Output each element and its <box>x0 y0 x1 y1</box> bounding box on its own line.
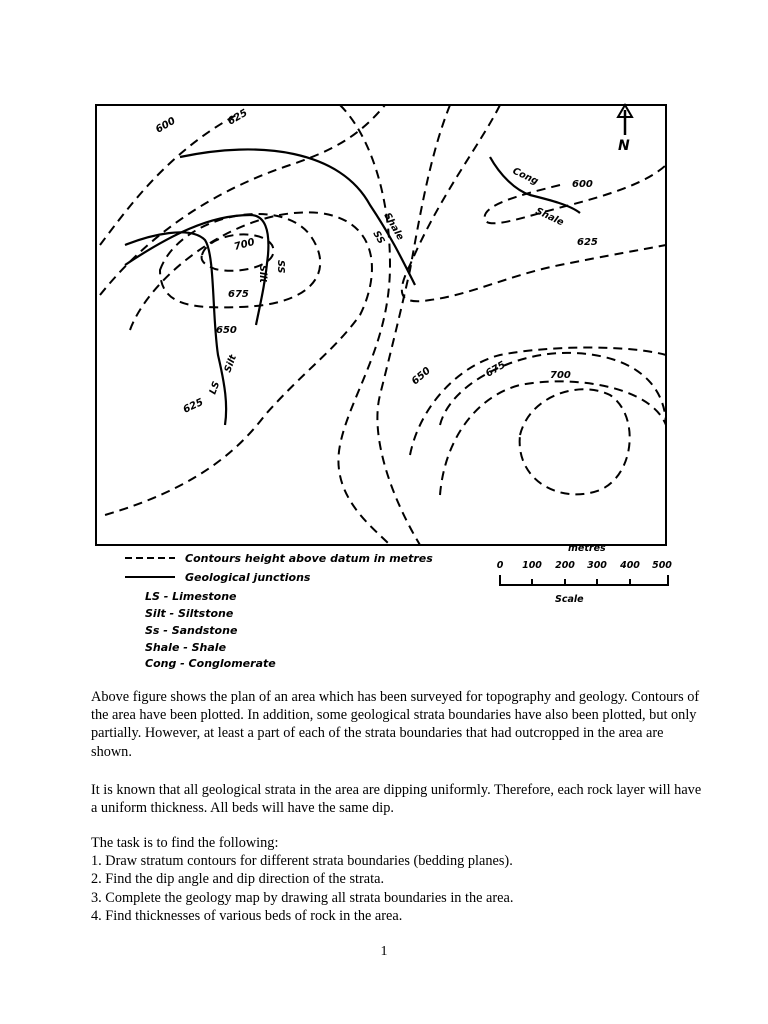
contour-label-650-se: 650 <box>409 365 433 388</box>
strata-label-ss-central: SS <box>370 229 387 247</box>
legend <box>125 552 433 670</box>
legend-item-shale: Shale - Shale <box>145 641 227 654</box>
contour-625-central <box>338 105 390 545</box>
scale-label: Scale <box>555 594 584 605</box>
contour-label-675-nw: 675 <box>228 289 249 300</box>
contour-650-se <box>410 348 666 456</box>
contour-ne-625 <box>402 105 666 301</box>
contour-650-central <box>377 105 450 545</box>
contour-675-se <box>440 353 666 425</box>
contour-label-600-nw: 600 <box>154 115 178 136</box>
scale-unit: metres <box>568 543 606 554</box>
legend-item-ss: Ss - Sandstone <box>145 624 238 637</box>
strata-label-ls-lower: LS <box>207 380 223 397</box>
contour-label-700-nw: 700 <box>232 236 256 253</box>
strata-labels <box>207 166 565 396</box>
tasks-intro: The task is to find the following: <box>91 835 279 851</box>
dip-text: It is known that all geological strata in the area are dipping uniformly. Therefore, each rock layer will have a uniform thickness. All beds will have the same dip. <box>91 782 702 817</box>
page-number: 1 <box>380 944 388 959</box>
geological-junctions <box>125 149 580 425</box>
contour-label-600-ne: 600 <box>572 179 593 190</box>
junction-shale-ss <box>180 149 415 285</box>
contour-lines <box>100 105 666 545</box>
legend-item-silt: Silt - Siltstone <box>145 607 234 620</box>
contour-700-se <box>520 389 630 494</box>
north-arrow-icon <box>618 105 632 154</box>
intro-text: Above figure shows the plan of an area which has been surveyed for topography and geology. Contours of the area have been plotted. In addition, some geological strata boundaries have also been plotted, but only partially. However, at least a part of each of the strata boundaries that had outcropped in the area are shown. <box>91 689 700 760</box>
contour-label-625-ne: 625 <box>577 237 598 248</box>
strata-label-silt-lower: Silt <box>222 353 239 375</box>
strata-label-cong: Cong <box>510 165 540 188</box>
legend-item-cong: Cong - Conglomerate <box>145 657 276 670</box>
task-item: 4. Find thicknesses of various beds of rock in the area. <box>91 907 403 924</box>
scale-bar <box>497 543 673 605</box>
contour-625-west <box>100 105 385 295</box>
legend-contours-label: Contours height above datum in metres <box>185 552 433 565</box>
strata-label-silt-upper: Silt <box>257 265 268 283</box>
scale-tick-100: 100 <box>522 560 542 571</box>
contour-label-625-nw: 625 <box>226 107 250 128</box>
contour-label-700-se: 700 <box>550 370 571 381</box>
map-frame <box>96 105 666 545</box>
intro-paragraph <box>91 688 703 761</box>
junction-silt-ls <box>125 232 226 425</box>
strata-label-ss-upper: SS <box>275 260 286 274</box>
scale-tick-500: 500 <box>652 560 672 571</box>
scale-tick-400: 400 <box>620 560 640 571</box>
legend-item-ls: LS - Limestone <box>145 590 237 603</box>
task-item: 3. Complete the geology map by drawing all strata boundaries in the area. <box>91 889 514 906</box>
contour-650-outer <box>105 212 372 515</box>
north-label: N <box>618 138 630 154</box>
contour-600-nw <box>100 113 240 245</box>
contour-label-650-nw: 650 <box>216 325 237 336</box>
dip-paragraph <box>91 781 703 817</box>
legend-junctions-label: Geological junctions <box>185 571 311 584</box>
contour-675-se-inner <box>440 381 666 495</box>
task-list <box>91 834 703 925</box>
strata-label-shale-ne: Shale <box>533 205 566 229</box>
contour-label-675-se: 675 <box>484 359 508 380</box>
task-item: 2. Find the dip angle and dip direction of the strata. <box>91 871 385 888</box>
scale-tick-0: 0 <box>496 560 504 571</box>
geology-map-figure <box>90 95 690 675</box>
scale-tick-200: 200 <box>555 560 575 571</box>
contour-label-625-sw: 625 <box>181 396 206 416</box>
strata-label-shale-central: Shale <box>381 211 406 243</box>
scale-tick-300: 300 <box>587 560 607 571</box>
task-item: 1. Draw stratum contours for different strata boundaries (bedding planes). <box>91 853 513 870</box>
